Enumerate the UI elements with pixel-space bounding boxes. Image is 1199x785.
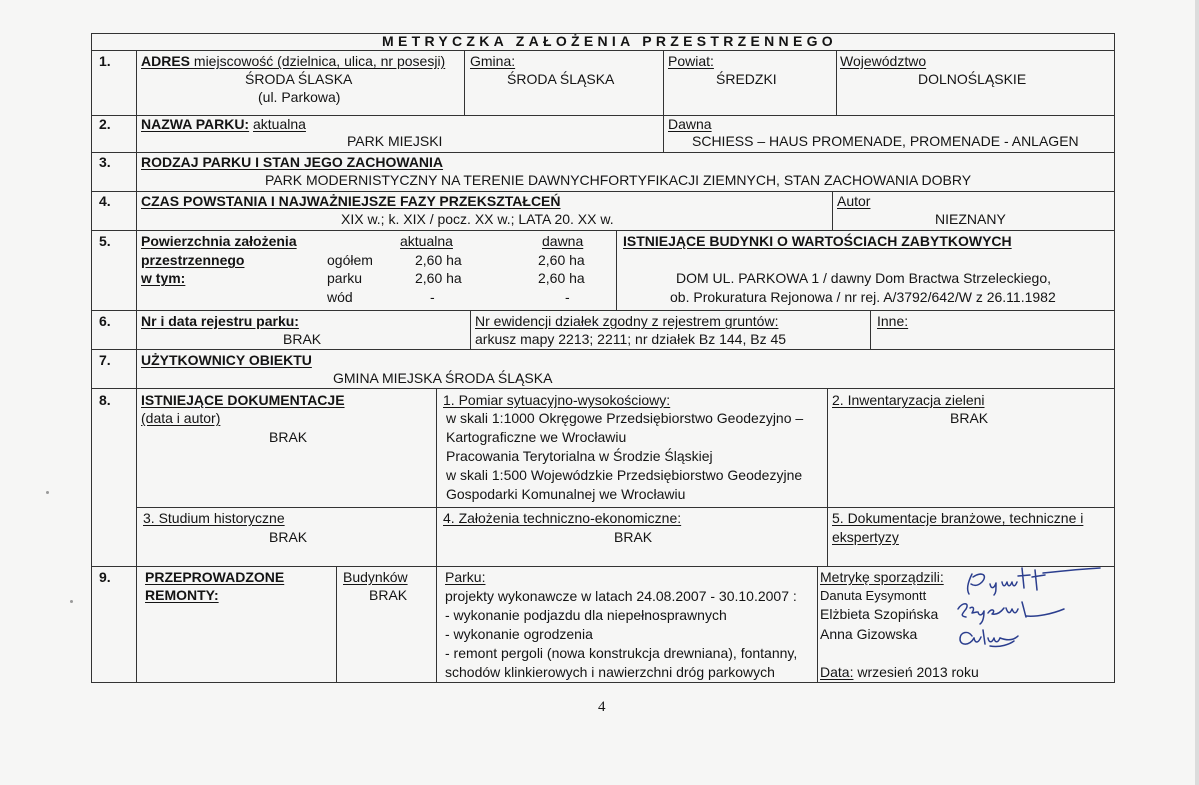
park-works-line: - wykonanie ogrodzenia	[445, 626, 593, 642]
register-value: BRAK	[283, 331, 322, 347]
address-label	[141, 53, 445, 70]
col-divider	[827, 388, 828, 566]
area-row-former: 2,60 ha	[538, 270, 585, 286]
handwritten-signatures	[952, 562, 1102, 662]
land-register-label: Nr ewidencji działek zgodny z rejestrem gruntów:	[475, 313, 779, 329]
row-number: 6.	[99, 313, 111, 329]
branch-docs-label: 5. Dokumentacje branżowe, techniczne i	[832, 510, 1084, 526]
survey-line: Kartograficzne we Wrocławiu	[446, 429, 627, 445]
row-divider	[91, 50, 1115, 51]
survey-line: Pracowania Terytorialna w Środzie Śląskiej	[446, 448, 713, 464]
area-row-current: 2,60 ha	[415, 270, 462, 286]
park-name-label-bold: NAZWA PARKU:	[141, 116, 250, 132]
col-divider	[464, 50, 465, 115]
area-row-name: parku	[327, 270, 363, 286]
survey-label: 1. Pomiar sytuacyjno-wysokościowy:	[443, 392, 671, 408]
tech-econ-value: BRAK	[614, 529, 653, 545]
greenery-inventory-value: BRAK	[950, 410, 989, 426]
park-works-line: - wykonanie podjazdu dla niepełnosprawnych	[445, 607, 727, 623]
compiled-by-name: Elżbieta Szopińska	[820, 606, 939, 622]
area-former-header: dawna	[542, 233, 584, 249]
branch-docs-label-2: ekspertyzy	[832, 529, 899, 545]
row-divider	[91, 349, 1115, 350]
col-divider	[832, 191, 833, 230]
author-label: Autor	[837, 193, 871, 209]
historic-buildings-line2: ob. Prokuratura Rejonowa / nr rej. A/3792/642/W z 26.11.1982	[670, 289, 1056, 305]
row-divider	[91, 191, 1115, 192]
area-label: Powierzchnia założenia	[141, 233, 297, 249]
users-value: GMINA MIEJSKA ŚRODA ŚLĄSKA	[333, 370, 553, 386]
area-current-header: aktualna	[400, 233, 453, 249]
park-name-label-sub: aktualna	[253, 116, 306, 132]
creation-time-value: XIX w.; k. XIX / pocz. XX w.; LATA 20. XX w.	[341, 211, 614, 227]
greenery-inventory-label: 2. Inwentaryzacja zieleni	[832, 392, 985, 408]
powiat-label: Powiat:	[668, 53, 714, 69]
park-name-label	[141, 116, 306, 133]
park-type-value: PARK MODERNISTYCZNY NA TERENIE DAWNYCHFORTYFIKACJI ZIEMNYCH, STAN ZACHOWANIA DOBRY	[265, 172, 972, 188]
tech-econ-label: 4. Założenia techniczno-ekonomiczne:	[443, 510, 682, 526]
col-divider	[470, 310, 471, 349]
wojewodztwo-value: DOLNOŚLĄSKIE	[918, 71, 1027, 87]
buildings-label: Budynków	[343, 569, 408, 585]
survey-line: w skali 1:500 Wojewódzkie Przedsiębiorstwo Geodezyjne	[446, 467, 803, 483]
col-divider	[817, 566, 818, 683]
col-divider	[870, 310, 871, 349]
area-row-current: 2,60 ha	[415, 252, 462, 268]
register-label: Nr i data rejestru parku:	[141, 313, 299, 329]
col-divider	[616, 230, 617, 310]
sheet-title: METRYCZKA ZAŁOŻENIA PRZESTRZENNEGO	[382, 33, 837, 49]
documentation-value: BRAK	[269, 429, 308, 445]
page-number: 4	[598, 699, 606, 715]
park-type-label: RODZAJ PARKU I STAN JEGO ZACHOWANIA	[141, 154, 444, 170]
row-number: 9.	[99, 569, 111, 585]
compiled-by-label: Metrykę sporządzili:	[820, 569, 944, 585]
users-label: UŻYTKOWNICY OBIEKTU	[141, 352, 312, 368]
date-line	[820, 664, 979, 681]
date-value: wrzesień 2013 roku	[853, 664, 979, 680]
area-label-3: w tym:	[141, 270, 186, 286]
area-row-former: 2,60 ha	[538, 252, 585, 268]
row-divider	[91, 310, 1115, 311]
row-number: 5.	[99, 233, 111, 249]
scan-speck	[70, 600, 73, 603]
row-number: 2.	[99, 116, 111, 132]
buildings-value: BRAK	[369, 587, 408, 603]
wojewodztwo-label: Województwo	[840, 53, 927, 69]
col-divider	[336, 566, 337, 683]
renovations-label-2: REMONTY:	[145, 587, 219, 603]
powiat-value: ŚREDZKI	[716, 71, 777, 87]
col-divider	[663, 50, 664, 152]
row-divider	[136, 507, 1115, 508]
col-divider	[436, 388, 437, 566]
address-city: ŚRODA ŚLASKA	[245, 71, 353, 87]
row-divider	[91, 230, 1115, 231]
survey-line: w skali 1:1000 Okręgowe Przedsiębiorstwo Geodezyjno –	[446, 410, 804, 426]
former-name-label: Dawna	[668, 116, 712, 132]
author-value: NIEZNANY	[935, 211, 1006, 227]
date-label: Data:	[820, 664, 854, 680]
former-name-value: SCHIESS – HAUS PROMENADE, PROMENADE - ANLAGEN	[692, 133, 1079, 149]
col-divider	[136, 50, 137, 683]
creation-time-label: CZAS POWSTANIA I NAJWAŻNIEJSZE FAZY PRZEKSZTAŁCEŃ	[141, 193, 561, 209]
row-divider	[91, 152, 1115, 153]
historical-study-label: 3. Studium historyczne	[143, 510, 285, 526]
park-name-value: PARK MIEJSKI	[347, 133, 443, 149]
park-works-line: - remont pergoli (nowa konstrukcja drewniana), fontanny,	[445, 645, 798, 661]
area-label-2: przestrzennego	[141, 252, 245, 268]
address-label-hint: miejscowość (dzielnica, ulica, nr posesji)	[190, 53, 446, 69]
compiled-by-name: Danuta Eysymontt	[820, 588, 927, 603]
scan-edge	[1195, 0, 1199, 785]
renovations-label: PRZEPROWADZONE	[145, 569, 285, 585]
park-works-label: Parku:	[445, 569, 486, 585]
land-register-value: arkusz mapy 2213; 2211; nr działek Bz 144, Bz 45	[475, 331, 787, 347]
survey-line: Gospodarki Komunalnej we Wrocławiu	[446, 486, 686, 502]
historical-study-value: BRAK	[269, 529, 308, 545]
documentation-label: ISTNIEJĄCE DOKUMENTACJE	[141, 392, 345, 408]
gmina-label: Gmina:	[470, 53, 516, 69]
area-row-former: -	[565, 289, 570, 305]
documentation-sub: (data i autor)	[141, 410, 221, 426]
col-divider	[436, 566, 437, 683]
address-street: (ul. Parkowa)	[258, 89, 341, 105]
historic-buildings-line1: DOM UL. PARKOWA 1 / dawny Dom Bractwa Strzeleckiego,	[676, 270, 1052, 286]
row-divider	[91, 388, 1115, 389]
area-row-current: -	[430, 289, 435, 305]
row-number: 4.	[99, 193, 111, 209]
col-divider	[836, 50, 837, 115]
historic-buildings-label: ISTNIEJĄCE BUDYNKI O WARTOŚCIACH ZABYTKOWYCH	[623, 233, 1012, 249]
other-label: Inne:	[877, 313, 909, 329]
scan-speck	[46, 491, 49, 494]
compiled-by-name: Anna Gizowska	[820, 626, 918, 642]
park-works-line: projekty wykonawcze w latach 24.08.2007 - 30.10.2007 :	[445, 588, 797, 604]
area-row-name: ogółem	[327, 252, 373, 268]
row-number: 7.	[99, 352, 111, 368]
park-works-line: schodów klinkierowych i nawierzchni dróg parkowych	[445, 664, 775, 680]
gmina-value: ŚRODA ŚLĄSKA	[507, 71, 615, 87]
area-row-name: wód	[327, 289, 353, 305]
row-number: 8.	[99, 392, 111, 408]
row-number: 1.	[99, 53, 111, 69]
row-number: 3.	[99, 154, 111, 170]
address-label-bold: ADRES	[141, 53, 191, 69]
